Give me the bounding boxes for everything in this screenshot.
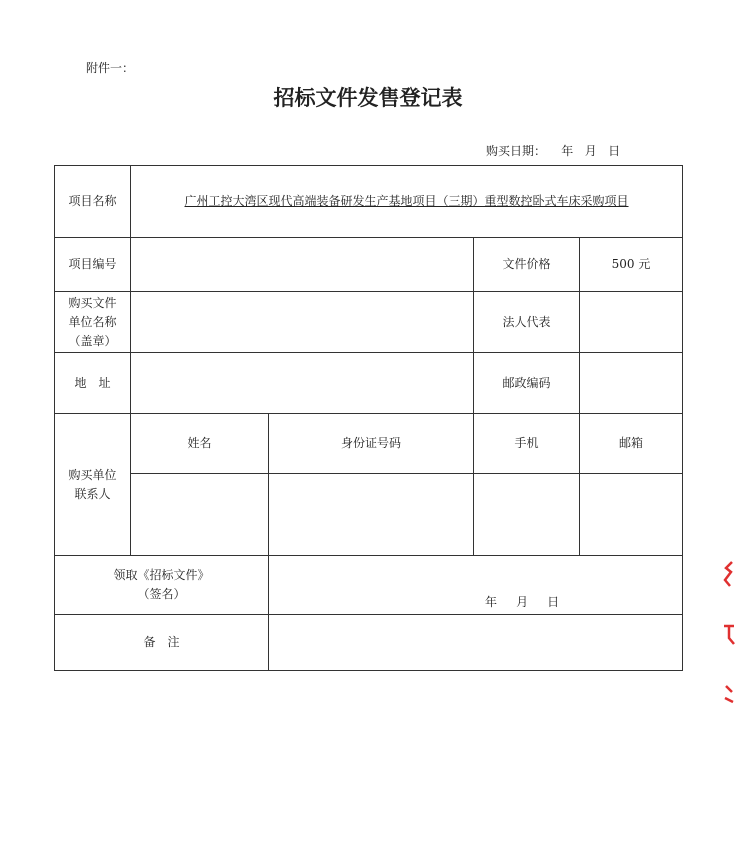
buyer-label-line1: 购买文件 bbox=[68, 295, 117, 310]
col-header-name: 姓名 bbox=[131, 414, 269, 474]
seal-stamp bbox=[722, 558, 736, 708]
receive-label-line2: （签名） bbox=[137, 587, 186, 601]
col-header-email: 邮箱 bbox=[580, 414, 683, 474]
project-name-text: 广州工控大湾区现代高端装备研发生产基地项目（三期）重型数控卧式车床采购项目 bbox=[184, 194, 629, 208]
file-price-label: 文件价格 bbox=[474, 238, 580, 292]
address-field[interactable] bbox=[131, 353, 474, 414]
seal-stamp-icon bbox=[722, 558, 736, 708]
remarks-label: 备 注 bbox=[55, 615, 269, 671]
project-no-label: 项目编号 bbox=[55, 238, 131, 292]
page-title: 招标文件发售登记表 bbox=[273, 85, 463, 110]
contact-name-field[interactable] bbox=[131, 474, 269, 556]
contact-phone-field[interactable] bbox=[474, 474, 580, 556]
contact-id-field[interactable] bbox=[269, 474, 474, 556]
project-name-value bbox=[131, 166, 683, 238]
contact-label bbox=[55, 414, 131, 556]
seal-mark-bottom bbox=[725, 686, 733, 702]
receive-signature-label bbox=[55, 556, 269, 615]
receive-label-line1: 领取《招标文件》 bbox=[113, 568, 210, 582]
receive-signature-field[interactable] bbox=[269, 556, 683, 615]
legal-rep-label: 法人代表 bbox=[474, 292, 580, 353]
contact-label-line2: 联系人 bbox=[74, 486, 111, 501]
annex-label: 附件一： bbox=[86, 61, 135, 75]
registration-table bbox=[54, 165, 683, 671]
col-header-id: 身份证号码 bbox=[269, 414, 474, 474]
address-label: 地 址 bbox=[55, 353, 131, 414]
postcode-label: 邮政编码 bbox=[474, 353, 580, 414]
file-price-value: 500 元 bbox=[580, 238, 683, 292]
purchase-date: 购买日期： 年 月 日 bbox=[486, 144, 621, 158]
buyer-unit-label bbox=[55, 292, 131, 353]
receive-date: 年 月 日 bbox=[485, 595, 560, 609]
seal-mark-top bbox=[725, 562, 732, 586]
legal-rep-field[interactable] bbox=[580, 292, 683, 353]
seal-mark-middle bbox=[724, 626, 734, 644]
postcode-field[interactable] bbox=[580, 353, 683, 414]
project-name-label: 项目名称 bbox=[55, 166, 131, 238]
project-no-field[interactable] bbox=[131, 238, 474, 292]
contact-email-field[interactable] bbox=[580, 474, 683, 556]
buyer-label-line2: 单位名称 bbox=[68, 314, 117, 329]
buyer-unit-field[interactable] bbox=[131, 292, 474, 353]
remarks-field[interactable] bbox=[269, 615, 683, 671]
contact-label-line1: 购买单位 bbox=[68, 467, 117, 482]
buyer-label-line3: （盖章） bbox=[68, 333, 117, 348]
col-header-phone: 手机 bbox=[474, 414, 580, 474]
